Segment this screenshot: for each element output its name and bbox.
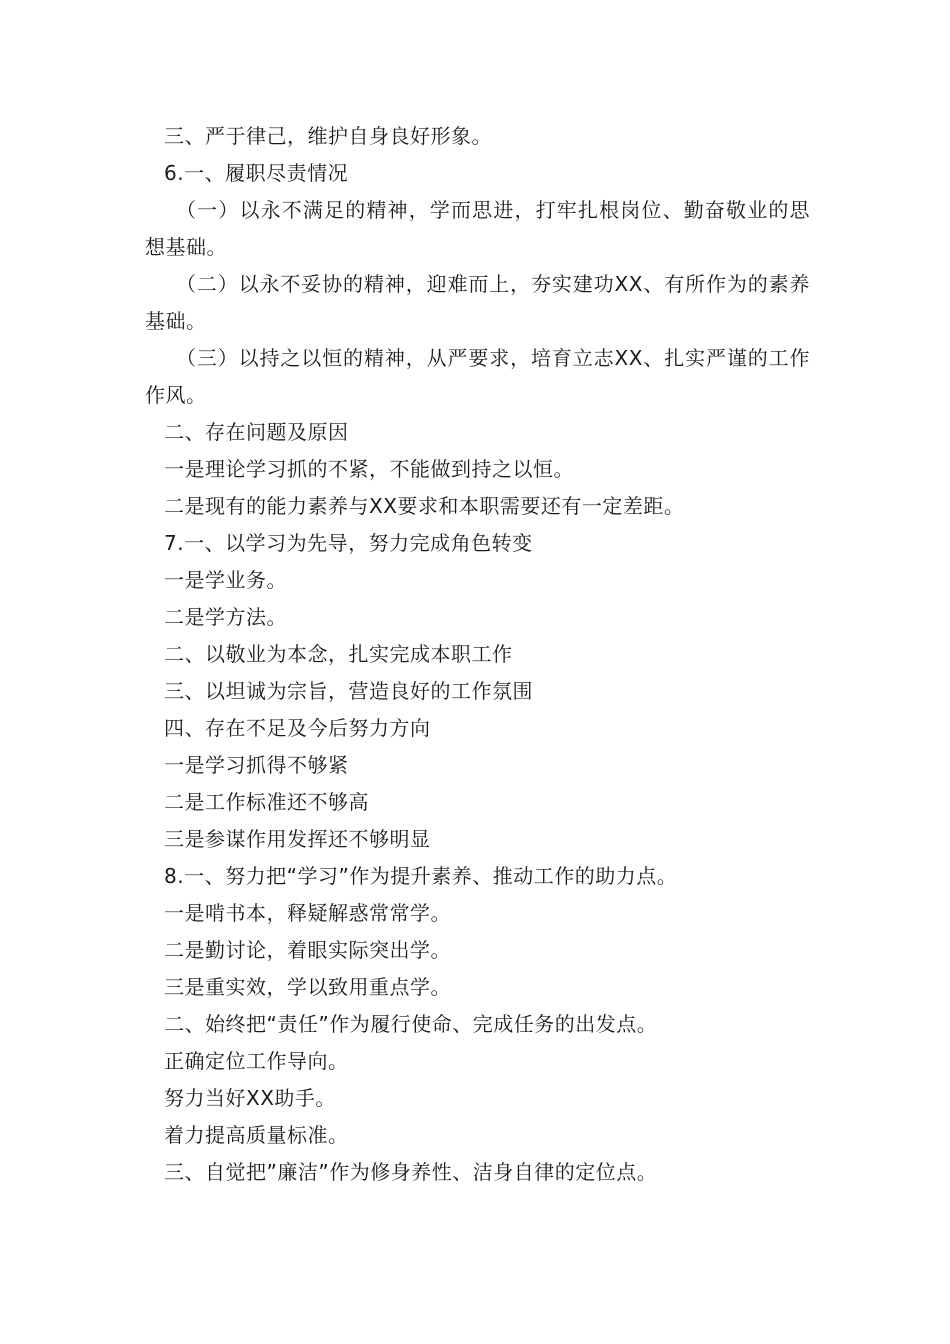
paragraph: 着力提高质量标准。 bbox=[164, 1123, 349, 1147]
paragraph: 一是学习抓得不够紧 bbox=[164, 753, 349, 777]
paragraph: 一是理论学习抓的不紧，不能做到持之以恒。 bbox=[164, 457, 574, 481]
section-heading: 二、始终把“责任”作为履行使命、完成任务的出发点。 bbox=[164, 1012, 658, 1036]
document-body bbox=[145, 118, 810, 1191]
paragraph: 二是工作标准还不够高 bbox=[164, 790, 369, 814]
section-heading: 四、存在不足及今后努力方向 bbox=[164, 716, 431, 740]
paragraph: 正确定位工作导向。 bbox=[164, 1049, 349, 1073]
paragraph: 一是啃书本，释疑解惑常常学。 bbox=[164, 901, 451, 925]
paragraph: 三、严于律己，维护自身良好形象。 bbox=[164, 124, 492, 148]
section-heading: 二、存在问题及原因 bbox=[164, 420, 349, 444]
section-heading: 6.一、履职尽责情况 bbox=[164, 161, 349, 185]
paragraph: 二是勤讨论，着眼实际突出学。 bbox=[164, 938, 451, 962]
paragraph: （三）以持之以恒的精神，从严要求，培育立志XX、扎实严谨的工作作风。 bbox=[145, 346, 810, 407]
section-heading: 7.一、以学习为先导，努力完成角色转变 bbox=[164, 531, 533, 555]
paragraph: 二是学方法。 bbox=[164, 605, 287, 629]
paragraph: 努力当好XX助手。 bbox=[164, 1086, 336, 1110]
section-heading: 二、以敬业为本念，扎实完成本职工作 bbox=[164, 642, 513, 666]
paragraph: 一是学业务。 bbox=[164, 568, 287, 592]
paragraph: 二是现有的能力素养与XX要求和本职需要还有一定差距。 bbox=[164, 494, 685, 518]
paragraph: （二）以永不妥协的精神，迎难而上，夯实建功XX、有所作为的素养基础。 bbox=[145, 272, 810, 333]
paragraph: 三是重实效，学以致用重点学。 bbox=[164, 975, 451, 999]
section-heading: 三、以坦诚为宗旨，营造良好的工作氛围 bbox=[164, 679, 533, 703]
section-heading: 三、自觉把”廉洁”作为修身养性、洁身自律的定位点。 bbox=[164, 1160, 658, 1184]
paragraph: （一）以永不满足的精神，学而思进，打牢扎根岗位、勤奋敬业的思想基础。 bbox=[145, 198, 810, 259]
paragraph: 三是参谋作用发挥还不够明显 bbox=[164, 827, 431, 851]
section-heading: 8.一、努力把“学习”作为提升素养、推动工作的助力点。 bbox=[164, 864, 678, 888]
